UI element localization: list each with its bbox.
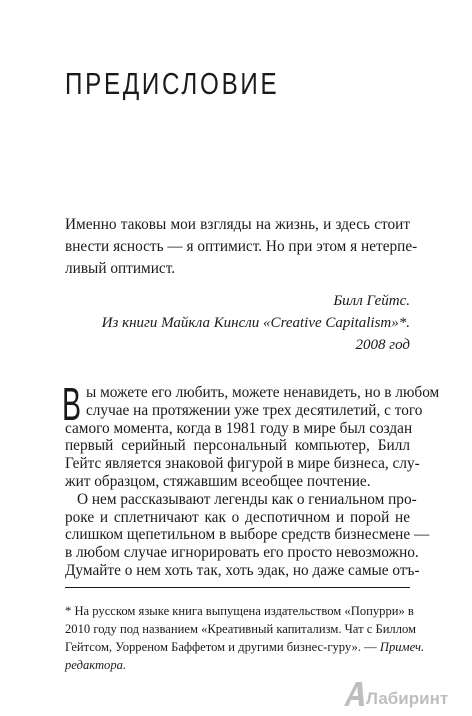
watermark-text: Лабиринт <box>366 689 449 708</box>
body-line: О нем рассказывают легенды как о гениальном про- <box>77 490 417 508</box>
epigraph-line: Именно таковы мои взгляды на жизнь, и здесь стоит <box>65 216 410 233</box>
labirint-watermark <box>340 676 458 710</box>
body-line: жит образцом, стяжавшим всеобщее почтение. <box>65 473 371 490</box>
body-line: Гейтс является знаковой фигурой в мире бизнеса, слу- <box>65 455 420 473</box>
epigraph-line: ливый оптимист. <box>65 260 176 277</box>
page-title: ПРЕДИСЛОВИЕ <box>65 66 280 101</box>
body-line: в любом случае игнорировать его просто невозможно. <box>65 544 419 562</box>
drop-cap: В <box>62 378 82 430</box>
footnote-text: Гейтсом, Уорреном Баффетом и другими бизнес-гуру». — <box>65 640 380 654</box>
footnote-note: Примеч. <box>379 640 425 654</box>
body-line: ы можете его любить, можете ненавидеть, но в любом <box>86 384 440 401</box>
body-line: самого момента, когда в 1981 году в мире был создан <box>65 419 413 437</box>
body-line: роке и сплетничают как о деспотичном и порой не <box>65 508 410 526</box>
epigraph-line: внести ясность — я оптимист. Но при этом я нетерпе- <box>65 238 418 255</box>
footnote-divider <box>65 587 410 588</box>
footnote-line: 2010 году под названием «Креативный капитализм. Чат с Биллом <box>65 622 417 636</box>
epigraph-author: Билл Гейтс. <box>333 293 410 309</box>
labirint-logo-icon <box>340 676 458 710</box>
footnote-line: редактора. <box>65 658 127 672</box>
body-line: Думайте о нем хоть так, хоть эдак, но даже самые отъ- <box>65 562 420 579</box>
footnote-line <box>65 638 425 656</box>
body-line: слишком щепетильном в выборе средств бизнесмене — <box>65 526 430 544</box>
footnote-line: * На русском языке книга выпущена издательством «Попурри» в <box>65 604 414 618</box>
body-line: первый серийный персональный компьютер, Билл <box>65 437 410 455</box>
body-line: случае на протяжении уже трех десятилетий, с того <box>86 401 423 419</box>
epigraph-year: 2008 год <box>355 337 410 353</box>
epigraph-source: Из книги Майкла Кинсли «Creative Capitalism»*. <box>101 315 410 331</box>
